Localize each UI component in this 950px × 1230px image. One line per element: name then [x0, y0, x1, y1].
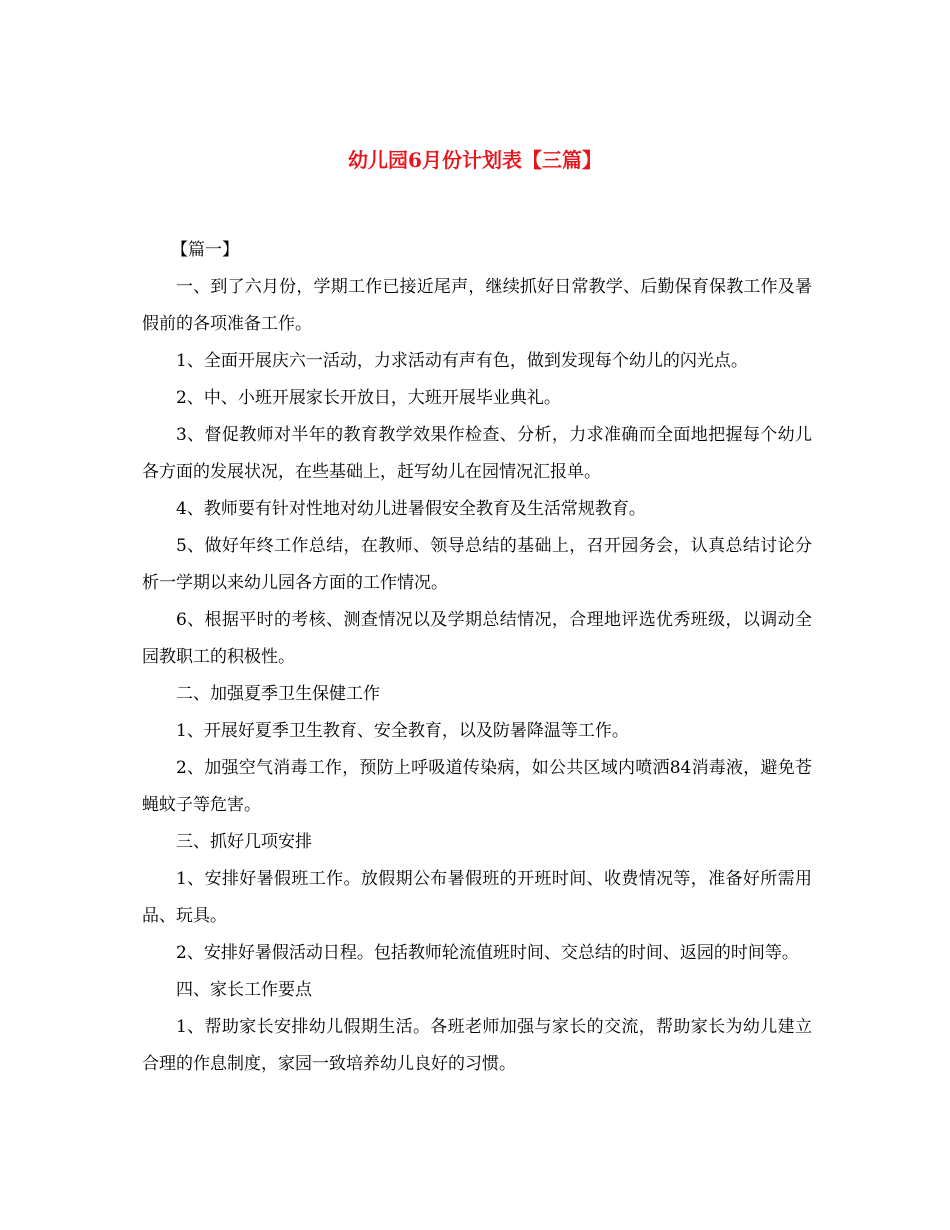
paragraph: 2、加强空气消毒工作，预防上呼吸道传染病，如公共区域内喷洒84消毒液，避免苍蝇蚊子等危害。 — [142, 758, 812, 815]
paragraph: 1、帮助家长安排幼儿假期生活。各班老师加强与家长的交流，帮助家长为幼儿建立合理的作息制度，家园一致培养幼儿良好的习惯。 — [142, 1017, 812, 1074]
paragraph: 5、做好年终工作总结，在教师、领导总结的基础上，召开园务会，认真总结讨论分析一学期以来幼儿园各方面的工作情况。 — [142, 536, 812, 593]
paragraph: 2、安排好暑假活动日程。包括教师轮流值班时间、交总结的时间、返园的时间等。 — [176, 943, 799, 963]
paragraph: 一、到了六月份，学期工作已接近尾声，继续抓好日常教学、后勤保育保教工作及暑假前的各项准备工作。 — [142, 277, 812, 334]
section-heading: 二、加强夏季卫生保健工作 — [176, 684, 380, 704]
paragraph: 6、根据平时的考核、测查情况以及学期总结情况，合理地评选优秀班级，以调动全园教职工的积极性。 — [142, 610, 812, 667]
paragraph: 2、中、小班开展家长开放日，大班开展毕业典礼。 — [176, 388, 561, 408]
section-heading: 三、抓好几项安排 — [176, 832, 312, 852]
document-title: 幼儿园6月份计划表【三篇】 — [348, 148, 602, 172]
paragraph: 4、教师要有针对性地对幼儿进暑假安全教育及生活常规教育。 — [176, 499, 646, 519]
paragraph: 1、全面开展庆六一活动，力求活动有声有色，做到发现每个幼儿的闪光点。 — [176, 351, 748, 371]
paragraph: 1、开展好夏季卫生教育、安全教育，以及防暑降温等工作。 — [176, 721, 629, 741]
paragraph: 3、督促教师对半年的教育教学效果作检查、分析，力求准确而全面地把握每个幼儿各方面的发展状况，在些基础上，赶写幼儿在园情况汇报单。 — [142, 425, 812, 482]
paragraph: 1、安排好暑假班工作。放假期公布暑假班的开班时间、收费情况等，准备好所需用品、玩具。 — [142, 869, 812, 926]
section-label: 【篇一】 — [171, 240, 239, 260]
section-heading: 四、家长工作要点 — [176, 980, 312, 1000]
document-body — [142, 232, 812, 1083]
